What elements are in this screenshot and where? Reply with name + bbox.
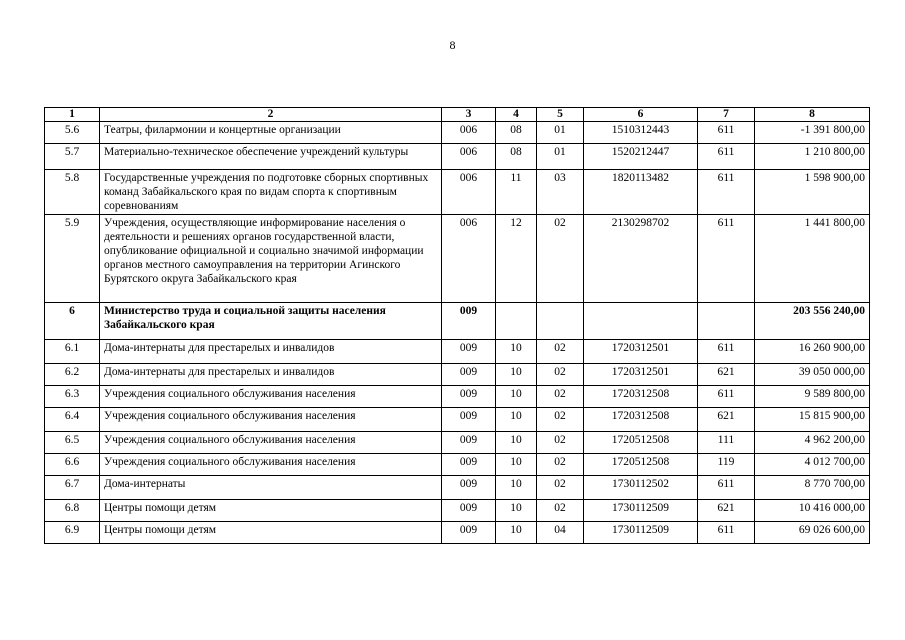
row-name-cell: Министерство труда и социальной защиты населения Забайкальского края	[100, 303, 442, 340]
row-col4-cell: 11	[496, 170, 537, 215]
row-name-cell: Театры, филармонии и концертные организации	[100, 122, 442, 144]
row-number-cell: 6.2	[45, 364, 100, 386]
row-col7-cell: 111	[698, 432, 755, 454]
row-col5-cell: 02	[537, 454, 584, 476]
column-header: 2	[100, 108, 442, 122]
row-col7-cell	[698, 303, 755, 340]
row-col5-cell: 02	[537, 408, 584, 432]
row-col7-cell: 611	[698, 215, 755, 303]
table-row	[45, 522, 870, 544]
row-col5-cell: 02	[537, 476, 584, 500]
row-col6-cell: 2130298702	[584, 215, 698, 303]
column-header: 7	[698, 108, 755, 122]
row-col6-cell: 1720312508	[584, 386, 698, 408]
row-amount-cell: 1 598 900,00	[755, 170, 870, 215]
row-col3-cell: 009	[442, 454, 496, 476]
table-row	[45, 215, 870, 303]
row-col3-cell: 009	[442, 476, 496, 500]
table-row	[45, 303, 870, 340]
row-amount-cell: 39 050 000,00	[755, 364, 870, 386]
row-amount-cell: 4 012 700,00	[755, 454, 870, 476]
row-col5-cell: 01	[537, 122, 584, 144]
row-col7-cell: 621	[698, 408, 755, 432]
row-name-cell: Учреждения социального обслуживания населения	[100, 386, 442, 408]
row-amount-cell: 8 770 700,00	[755, 476, 870, 500]
row-amount-cell: 15 815 900,00	[755, 408, 870, 432]
row-name-cell: Центры помощи детям	[100, 500, 442, 522]
row-col3-cell: 009	[442, 386, 496, 408]
row-col3-cell: 009	[442, 432, 496, 454]
row-col6-cell: 1510312443	[584, 122, 698, 144]
row-col4-cell: 10	[496, 340, 537, 364]
row-name-cell: Учреждения социального обслуживания населения	[100, 454, 442, 476]
row-number-cell: 6.8	[45, 500, 100, 522]
row-col6-cell	[584, 303, 698, 340]
table-row	[45, 340, 870, 364]
row-name-cell: Центры помощи детям	[100, 522, 442, 544]
row-col7-cell: 621	[698, 364, 755, 386]
row-col5-cell: 04	[537, 522, 584, 544]
column-header: 5	[537, 108, 584, 122]
row-amount-cell: 16 260 900,00	[755, 340, 870, 364]
row-name-cell: Учреждения социального обслуживания населения	[100, 432, 442, 454]
row-name-cell: Материально-техническое обеспечение учреждений культуры	[100, 144, 442, 170]
column-header: 4	[496, 108, 537, 122]
row-col7-cell: 611	[698, 122, 755, 144]
page-number: 8	[449, 38, 456, 52]
row-col6-cell: 1720312508	[584, 408, 698, 432]
row-col4-cell: 10	[496, 386, 537, 408]
row-col5-cell: 02	[537, 364, 584, 386]
row-col6-cell: 1720312501	[584, 364, 698, 386]
row-amount-cell: 203 556 240,00	[755, 303, 870, 340]
row-number-cell: 6.4	[45, 408, 100, 432]
row-col4-cell: 10	[496, 522, 537, 544]
row-col6-cell: 1730112509	[584, 500, 698, 522]
row-col6-cell: 1730112509	[584, 522, 698, 544]
row-col7-cell: 119	[698, 454, 755, 476]
row-col4-cell: 08	[496, 144, 537, 170]
row-col4-cell: 10	[496, 408, 537, 432]
column-header: 1	[45, 108, 100, 122]
row-number-cell: 6	[45, 303, 100, 340]
row-col4-cell: 10	[496, 432, 537, 454]
table-row	[45, 144, 870, 170]
row-number-cell: 5.9	[45, 215, 100, 303]
row-col6-cell: 1820113482	[584, 170, 698, 215]
table-row	[45, 408, 870, 432]
row-col5-cell	[537, 303, 584, 340]
row-col4-cell: 12	[496, 215, 537, 303]
row-col3-cell: 009	[442, 522, 496, 544]
row-amount-cell: 4 962 200,00	[755, 432, 870, 454]
row-col5-cell: 02	[537, 500, 584, 522]
row-amount-cell: 1 441 800,00	[755, 215, 870, 303]
table-row	[45, 170, 870, 215]
row-col7-cell: 611	[698, 522, 755, 544]
row-number-cell: 6.5	[45, 432, 100, 454]
header-row	[45, 108, 870, 122]
row-number-cell: 6.9	[45, 522, 100, 544]
row-number-cell: 5.8	[45, 170, 100, 215]
row-col3-cell: 006	[442, 122, 496, 144]
row-amount-cell: 69 026 600,00	[755, 522, 870, 544]
row-col4-cell: 10	[496, 476, 537, 500]
row-col7-cell: 611	[698, 476, 755, 500]
budget-table	[44, 107, 870, 544]
table-row	[45, 454, 870, 476]
row-col4-cell	[496, 303, 537, 340]
table-row	[45, 122, 870, 144]
row-number-cell: 6.3	[45, 386, 100, 408]
row-col3-cell: 009	[442, 500, 496, 522]
table-row	[45, 364, 870, 386]
row-col6-cell: 1720512508	[584, 454, 698, 476]
table-row	[45, 386, 870, 408]
row-name-cell: Государственные учреждения по подготовке сборных спортивных команд Забайкальского края по видам спорта к спортивным соревнованиям	[100, 170, 442, 215]
row-col5-cell: 02	[537, 215, 584, 303]
row-amount-cell: 10 416 000,00	[755, 500, 870, 522]
row-col7-cell: 611	[698, 144, 755, 170]
row-name-cell: Учреждения социального обслуживания населения	[100, 408, 442, 432]
row-col4-cell: 10	[496, 500, 537, 522]
row-number-cell: 6.1	[45, 340, 100, 364]
row-col4-cell: 10	[496, 364, 537, 386]
row-col7-cell: 611	[698, 170, 755, 215]
row-col3-cell: 006	[442, 215, 496, 303]
row-col6-cell: 1730112502	[584, 476, 698, 500]
row-name-cell: Дома-интернаты для престарелых и инвалидов	[100, 340, 442, 364]
row-col3-cell: 009	[442, 340, 496, 364]
row-number-cell: 6.7	[45, 476, 100, 500]
row-name-cell: Дома-интернаты для престарелых и инвалидов	[100, 364, 442, 386]
row-amount-cell: 9 589 800,00	[755, 386, 870, 408]
row-col4-cell: 10	[496, 454, 537, 476]
table-row	[45, 500, 870, 522]
row-col5-cell: 01	[537, 144, 584, 170]
row-col3-cell: 006	[442, 144, 496, 170]
row-col7-cell: 621	[698, 500, 755, 522]
row-col6-cell: 1720512508	[584, 432, 698, 454]
row-number-cell: 5.6	[45, 122, 100, 144]
table-row	[45, 476, 870, 500]
row-name-cell: Учреждения, осуществляющие информирование населения о деятельности и решениях органов государственной власти, опубликование официальной и социально значимой информации органов местного самоуправления на территории Агинского Бурятского округа Забайкальского края	[100, 215, 442, 303]
column-header: 6	[584, 108, 698, 122]
row-col5-cell: 02	[537, 340, 584, 364]
row-col6-cell: 1520212447	[584, 144, 698, 170]
row-number-cell: 6.6	[45, 454, 100, 476]
row-col3-cell: 009	[442, 408, 496, 432]
row-number-cell: 5.7	[45, 144, 100, 170]
row-col5-cell: 03	[537, 170, 584, 215]
row-col3-cell: 006	[442, 170, 496, 215]
row-col3-cell: 009	[442, 364, 496, 386]
row-name-cell: Дома-интернаты	[100, 476, 442, 500]
row-col6-cell: 1720312501	[584, 340, 698, 364]
table-row	[45, 432, 870, 454]
row-col3-cell: 009	[442, 303, 496, 340]
row-col7-cell: 611	[698, 340, 755, 364]
column-header: 3	[442, 108, 496, 122]
row-col5-cell: 02	[537, 386, 584, 408]
row-col7-cell: 611	[698, 386, 755, 408]
row-col4-cell: 08	[496, 122, 537, 144]
column-header: 8	[755, 108, 870, 122]
row-col5-cell: 02	[537, 432, 584, 454]
row-amount-cell: 1 210 800,00	[755, 144, 870, 170]
row-amount-cell: -1 391 800,00	[755, 122, 870, 144]
